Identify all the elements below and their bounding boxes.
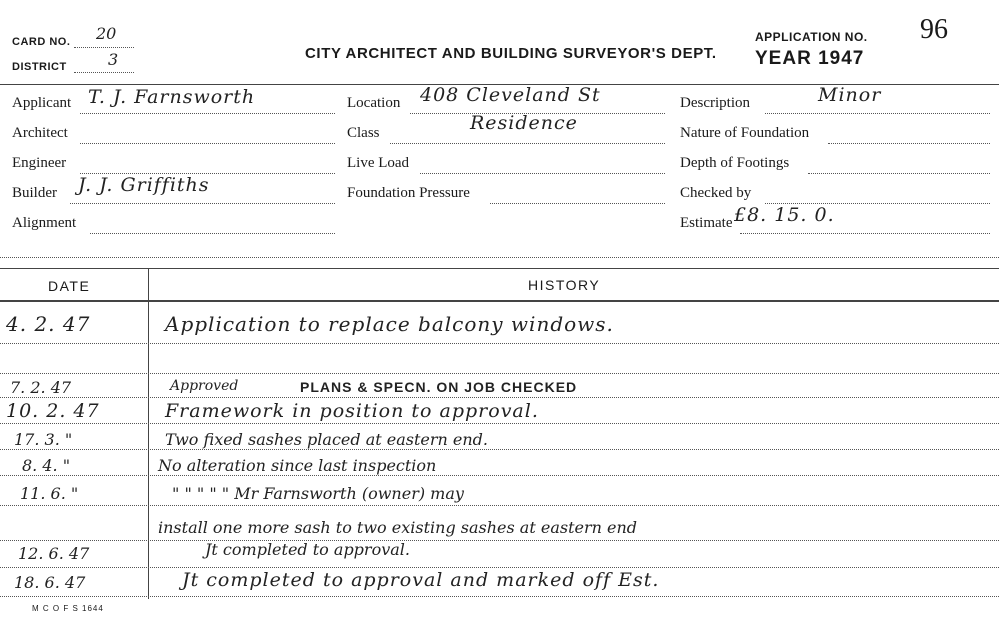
plans-checked-stamp: PLANS & SPECN. ON JOB CHECKED [300,379,578,395]
depth-of-footings-label: Depth of Footings [680,155,790,171]
location-value: 408 Cleveland St [420,84,601,106]
alignment-line [90,233,335,234]
row-line [0,505,999,506]
table-row-text: No alteration since last inspection [158,456,437,475]
builder-value: J. J. Griffiths [78,174,210,196]
application-no-label: APPLICATION NO. [755,30,868,44]
foundation-pressure-line [490,203,665,204]
applicant-label: Applicant [12,95,72,111]
table-row-text: Approved [170,378,239,394]
estimate-line [740,233,990,234]
row-line [0,373,999,374]
architect-line [80,143,335,144]
card-no-line [74,47,134,48]
live-load-line [420,173,665,174]
table-row-text: " " " " " Mr Farnsworth (owner) may [172,484,464,503]
row-line [0,449,999,450]
applicant-line [80,113,335,114]
table-row-text: install one more sash to two existing sashes at eastern end [158,518,638,537]
class-label: Class [347,125,380,141]
table-row-date: 7. 2. 47 [10,378,72,397]
table-row-text: Jt completed to approval and marked off Est. [182,569,660,591]
table-row-text: Application to replace balcony windows. [165,312,614,336]
table-row-date: 8. 4. " [22,456,71,475]
year-label: YEAR 1947 [755,48,865,69]
table-row-date: 11. 6. " [20,484,79,503]
table-header-rule [0,300,999,302]
card-no-value: 20 [96,24,117,43]
district-value: 3 [108,50,119,69]
history-header: HISTORY [528,277,601,293]
application-no-value: 96 [920,14,948,45]
table-row-text: Framework in position to approval. [165,400,539,422]
location-label: Location [347,95,401,111]
table-row-date: 18. 6. 47 [14,573,86,592]
date-column-divider [148,269,149,599]
row-line [0,540,999,541]
depth-line [808,173,990,174]
class-line [390,143,665,144]
table-row-text: Two fixed sashes placed at eastern end. [165,430,489,449]
table-row-text: Jt completed to approval. [205,540,410,559]
table-row-date: 17. 3. " [14,430,73,449]
estimate-value: £8. 15. 0. [734,204,835,226]
live-load-label: Live Load [347,155,410,171]
district-line [74,72,134,73]
row-line [0,596,999,597]
applicant-value: T. J. Farnsworth [88,86,256,108]
estimate-label: Estimate [680,215,733,231]
table-row-date: 10. 2. 47 [6,400,100,422]
alignment-label: Alignment [12,215,77,231]
nature-of-foundation-label: Nature of Foundation [680,125,810,141]
district-label: DISTRICT [12,61,67,73]
row-line [0,567,999,568]
description-line [765,113,990,114]
class-value: Residence [470,112,578,134]
fields-bottom-line [0,257,999,258]
row-line [0,343,999,344]
card-no-label: CARD NO. [12,36,71,48]
builder-label: Builder [12,185,57,201]
description-label: Description [680,95,750,111]
description-value: Minor [818,84,882,106]
table-row-date: 4. 2. 47 [6,312,91,336]
checked-by-label: Checked by [680,185,752,201]
department-title: CITY ARCHITECT AND BUILDING SURVEYOR'S DEPT. [305,45,717,62]
row-line [0,423,999,424]
date-header: DATE [48,278,91,294]
nature-line [828,143,990,144]
table-top-rule [0,268,999,269]
row-line [0,475,999,476]
engineer-label: Engineer [12,155,67,171]
foundation-pressure-label: Foundation Pressure [347,185,470,201]
builder-line [70,203,335,204]
table-row-date: 12. 6. 47 [18,544,90,563]
form-code: M C O F S 1644 [32,604,104,613]
architect-label: Architect [12,125,68,141]
row-line [0,397,999,398]
